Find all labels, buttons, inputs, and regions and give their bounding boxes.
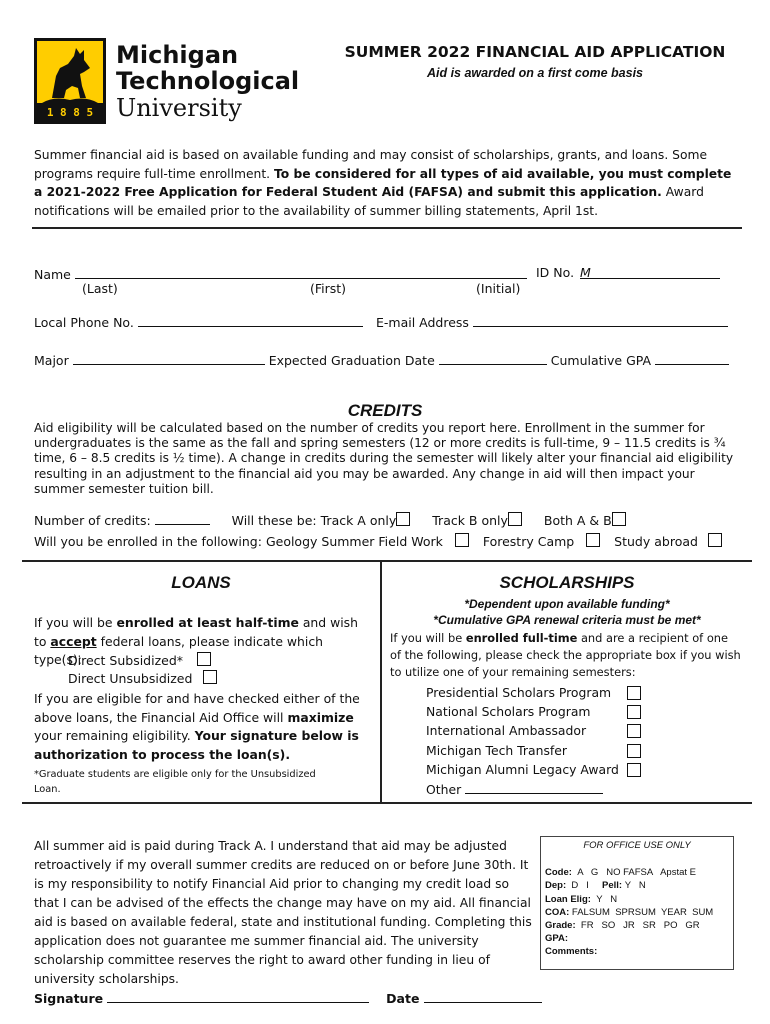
loans-p1-b: enrolled at least half-time	[116, 615, 299, 630]
geology-label: Geology Summer Field Work	[265, 534, 443, 549]
scholarship-other	[426, 779, 641, 799]
scholarship-checkbox[interactable]	[627, 705, 641, 719]
office-dep-row	[545, 879, 729, 892]
office-comments-row	[545, 945, 729, 958]
comments-label: Comments:	[545, 946, 598, 958]
gpa-field[interactable]	[655, 350, 729, 365]
enrolled-question: Will you be enrolled in the following:	[34, 534, 262, 549]
office-use-box	[540, 836, 734, 970]
code-values: A G NO FAFSA Apstat E	[577, 867, 696, 879]
office-title: FOR OFFICE USE ONLY	[583, 840, 691, 851]
scholarship-label: Michigan Tech Transfer	[426, 742, 568, 758]
loans-p1-a: If you will be	[34, 615, 117, 630]
major-label: Major	[34, 353, 69, 368]
pell-label: Pell:	[602, 880, 623, 892]
subsidized-checkbox[interactable]	[197, 652, 211, 666]
credits-number-field[interactable]	[155, 510, 210, 525]
logo-line1: Michigan	[116, 41, 239, 69]
intro-text: Summer financial aid is based on available funding and may consist of scholarships, grants, and loans. Some programs require full-time enrollment.	[34, 148, 708, 181]
intro-end: Award notifications will be emailed prior to the availability of summer billing statements, April 1st.	[34, 185, 704, 218]
phone-row	[34, 312, 363, 333]
dep-label: Dep:	[545, 880, 567, 892]
id-label: ID No.	[536, 265, 575, 280]
track-b-label: Track B only	[432, 513, 508, 528]
unsubsidized-checkbox[interactable]	[203, 670, 217, 684]
scholarship-label: Michigan Alumni Legacy Award	[426, 761, 619, 777]
abroad-label: Study abroad	[614, 534, 698, 549]
office-grade-row	[545, 919, 729, 932]
scholarship-label: National Scholars Program	[426, 704, 591, 720]
loan-elig-label: Loan Elig:	[545, 893, 591, 905]
coa-label: COA:	[545, 906, 570, 918]
scholarship-label: International Ambassador	[426, 723, 587, 739]
scholarship-paragraph	[390, 630, 742, 681]
grade-values: FR SO JR SR PO GR	[580, 920, 700, 932]
scholarship-item	[426, 702, 641, 721]
date-field[interactable]	[424, 988, 542, 1003]
sch-p-a: If you will be	[390, 631, 466, 645]
office-code-row	[545, 866, 729, 879]
loan-elig-values: Y N	[596, 893, 618, 905]
name-field[interactable]	[75, 264, 527, 279]
logo-line3: University	[116, 94, 242, 122]
forestry-checkbox[interactable]	[586, 533, 600, 547]
loan-subsidized-row	[68, 652, 211, 671]
major-field[interactable]	[73, 350, 265, 365]
loans-p2-c: your remaining eligibility.	[34, 728, 195, 743]
track-both-label: Both A & B	[543, 513, 612, 528]
loans-heading: LOANS	[171, 573, 231, 592]
sch-p-b: enrolled full-time	[465, 631, 578, 645]
enrolled-row	[34, 533, 722, 552]
track-a-checkbox[interactable]	[396, 512, 410, 526]
code-label: Code:	[545, 867, 572, 879]
name-label: Name	[34, 267, 71, 282]
email-field[interactable]	[473, 312, 728, 327]
id-field[interactable]	[580, 264, 720, 279]
scholarship-item	[426, 683, 641, 702]
loans-note: *Graduate students are eligible only for the Unsubsidized Loan.	[34, 769, 316, 795]
signature-field[interactable]	[107, 988, 369, 1003]
dep-values: D I	[571, 880, 589, 892]
aid-box-bottom	[22, 802, 752, 804]
initial-caption: (Initial)	[476, 281, 521, 296]
unsubsidized-label: Direct Unsubsidized	[68, 671, 193, 686]
date-label: Date	[386, 991, 420, 1006]
aid-box-top	[22, 560, 752, 562]
scholarship-checkbox[interactable]	[627, 686, 641, 700]
intro-paragraph	[34, 146, 739, 220]
sch-p-c: and are a recipient of one of the following, please check the appropriate box if you wish to utilize one of your remaining semesters:	[390, 631, 741, 679]
loans-p2-b: maximize	[287, 709, 354, 725]
logo	[34, 38, 300, 124]
office-gpa-label: GPA:	[545, 933, 569, 945]
email-row	[376, 312, 728, 333]
other-field[interactable]	[465, 779, 603, 794]
office-gpa-row	[545, 932, 729, 945]
scholarship-list	[426, 683, 641, 799]
coa-values: FALSUM SPRSUM YEAR SUM	[571, 906, 714, 918]
track-b-checkbox[interactable]	[508, 512, 522, 526]
track-question: Will these be:	[231, 513, 317, 528]
abroad-checkbox[interactable]	[708, 533, 722, 547]
loans-p1-e: federal loans, please indicate which type(s):	[34, 633, 323, 667]
page-title: SUMMER 2022 FINANCIAL AID APPLICATION	[344, 43, 726, 61]
gpa-label: Cumulative GPA	[550, 353, 652, 368]
major-row	[34, 350, 729, 371]
loan-unsubsidized-row	[68, 670, 217, 689]
scholarship-checkbox[interactable]	[627, 724, 641, 738]
scholarship-note-2: *Cumulative GPA renewal criteria must be met*	[433, 613, 701, 627]
office-loan-row	[545, 893, 729, 906]
intro-bold: To be considered for all types of aid available, you must complete a 2021-2022 Free Application for Federal Student Aid (FAFSA) and submit this application.	[34, 166, 732, 199]
credits-heading: CREDITS	[347, 401, 423, 420]
logo-line2: Technological	[116, 67, 300, 95]
geology-checkbox[interactable]	[455, 533, 469, 547]
last-caption: (Last)	[82, 281, 118, 296]
forestry-label: Forestry Camp	[482, 534, 575, 549]
email-label: E-mail Address	[376, 315, 469, 330]
scholarships-heading: SCHOLARSHIPS	[499, 573, 635, 592]
pell-values: Y N	[624, 880, 646, 892]
scholarship-item	[426, 741, 641, 760]
credits-row	[34, 510, 626, 531]
scholarship-item	[426, 760, 641, 779]
other-label: Other	[426, 782, 462, 798]
loans-p2-d: Your signature below is authorization to process the loan(s).	[34, 728, 359, 762]
grad-label: Expected Graduation Date	[268, 353, 435, 368]
id-prefix: M	[580, 265, 591, 280]
divider	[32, 227, 742, 229]
scholarship-label: Presidential Scholars Program	[426, 685, 612, 700]
loans-p1-d: accept	[50, 633, 97, 649]
scholarship-item	[426, 721, 641, 740]
credits-text: Aid eligibility will be calculated based on the number of credits you report here. Enrollment in the summer for undergraduates is the same as the fall and spring semesters (12 or more credits is full-time, 9 – 11.5 credits is ¾ time, 6 – 8.5 credits is ½ time). A change in credits during the semester will likely alter your financial aid eligibility resulting in an adjustment to the financial aid you may be awarded. Any change in aid will then impact your summer semester tuition bill.	[34, 421, 734, 496]
credits-number-label: Number of credits:	[34, 513, 151, 528]
grade-label: Grade:	[545, 920, 576, 932]
subsidized-label: Direct Subsidized*	[68, 653, 184, 668]
scholarship-note-1: *Dependent upon available funding*	[464, 597, 670, 611]
logo-year: 1 8 8 5	[46, 106, 94, 119]
grad-field[interactable]	[439, 350, 547, 365]
scholarship-checkbox[interactable]	[627, 763, 641, 777]
id-row	[536, 264, 720, 283]
phone-label: Local Phone No.	[34, 315, 134, 330]
agreement-text: All summer aid is paid during Track A. I understand that aid may be adjusted retroactively if my overall summer credits are reduced on or before June 30th. It is my responsibility to notify Financial Aid prior to changing my credit load so that I can be advised of the effects the change may have on my aid. All financial aid is based on available federal, state and institutional funding. Completing this application does not guarantee me summer financial aid. The university scholarship committee reserves the right to award other funding in lieu of university scholarships.	[34, 839, 532, 986]
loans-p1-c: and wish to	[34, 615, 358, 649]
track-both-checkbox[interactable]	[612, 512, 626, 526]
signature-label: Signature	[34, 991, 104, 1006]
loans-p2-a: If you are eligible for and have checked either of the above loans, the Financial Aid Office will	[34, 691, 360, 725]
page-subtitle: Aid is awarded on a first come basis	[426, 66, 644, 80]
signature-row	[34, 988, 542, 1009]
scholarship-checkbox[interactable]	[627, 744, 641, 758]
office-coa-row	[545, 906, 729, 919]
loans-paragraph-2	[34, 690, 364, 764]
phone-field[interactable]	[138, 312, 363, 327]
first-caption: (First)	[310, 281, 347, 296]
track-a-label: Track A only	[320, 513, 397, 528]
